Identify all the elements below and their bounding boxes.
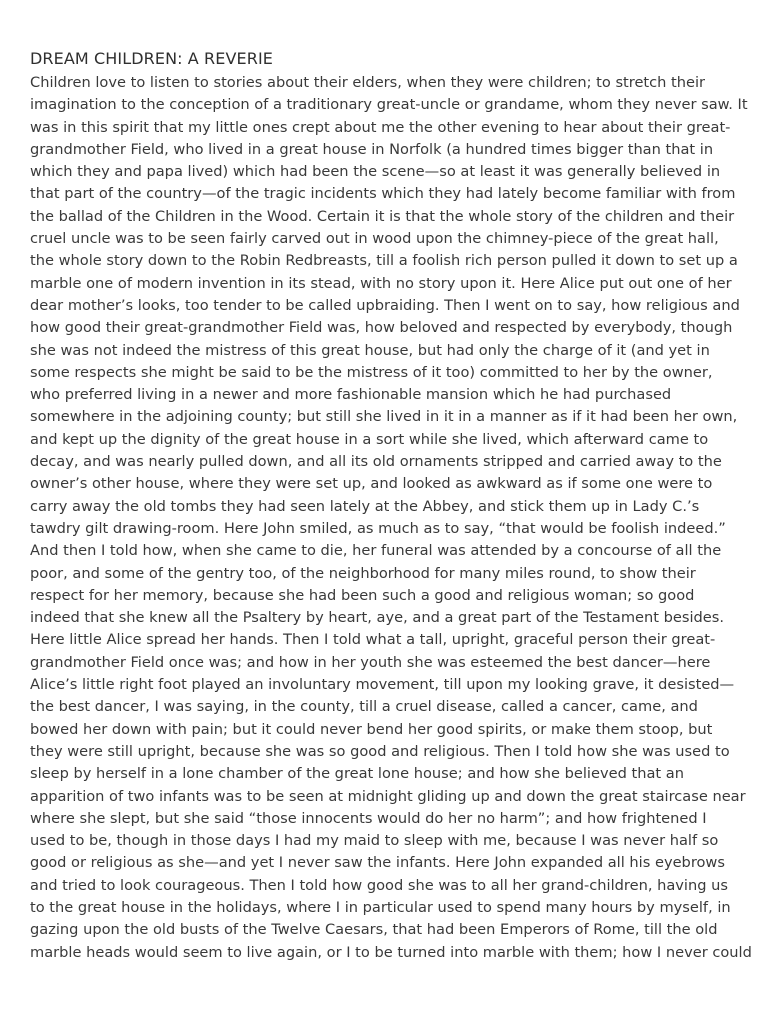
text-line: carry away the old tombs they had seen lately at the Abbey, and stick them up in Lady C.’s	[30, 497, 700, 515]
text-line: sleep by herself in a lone chamber of the great lone house; and how she believed that an	[30, 765, 684, 783]
text-line: some respects she might be said to be the mistress of it too) committed to her by the owner,	[30, 363, 713, 381]
text-line: was in this spirit that my little ones crept about me the other evening to hear about their great-	[30, 118, 731, 136]
text-line: imagination to the conception of a traditionary great-uncle or grandame, whom they never saw. It	[30, 96, 748, 114]
text-line: where she slept, but she said “those innocents would do her no harm”; and how frightened I	[30, 809, 707, 827]
text-line: how good their great-grandmother Field was, how beloved and respected by everybody, though	[30, 319, 733, 337]
text-line: poor, and some of the gentry too, of the neighborhood for many miles round, to show their	[30, 564, 696, 582]
text-line: indeed that she knew all the Psaltery by heart, aye, and a great part of the Testament besides.	[30, 609, 725, 627]
text-line: the best dancer, I was saying, in the county, till a cruel disease, called a cancer, came, and	[30, 698, 698, 716]
text-line: the whole story down to the Robin Redbreasts, till a foolish rich person pulled it down to set up a	[30, 252, 738, 270]
reader-page	[30, 48, 752, 964]
text-line: they were still upright, because she was so good and religious. Then I told how she was used to	[30, 742, 730, 760]
text-line: Here little Alice spread her hands. Then I told what a tall, upright, graceful person their great-	[30, 631, 716, 649]
text-line: and tried to look courageous. Then I told how good she was to all her grand-children, having us	[30, 876, 728, 894]
text-line: which they and papa lived) which had been the scene—so at least it was generally believed in	[30, 163, 721, 181]
text-line: used to be, though in those days I had my maid to sleep with me, because I was never half so	[30, 832, 719, 850]
text-line: she was not indeed the mistress of this great house, but had only the charge of it (and yet in	[30, 341, 710, 359]
text-line: and kept up the dignity of the great house in a sort while she lived, which afterward came to	[30, 430, 709, 448]
text-line: to the great house in the holidays, where I in particular used to spend many hours by myself, in	[30, 898, 731, 916]
text-line: marble one of modern invention in its stead, with no story upon it. Here Alice put out one of her	[30, 274, 732, 292]
text-line: owner’s other house, where they were set up, and looked as awkward as if some one were to	[30, 475, 713, 493]
text-line: good or religious as she—and yet I never saw the infants. Here John expanded all his eyebrows	[30, 854, 725, 872]
text-line: somewhere in the adjoining county; but still she lived in it in a manner as if it had been her own,	[30, 408, 738, 426]
text-line: cruel uncle was to be seen fairly carved out in wood upon the chimney-piece of the great hall,	[30, 230, 719, 248]
text-line: respect for her memory, because she had been such a good and religious woman; so good	[30, 586, 695, 604]
text-line: tawdry gilt drawing-room. Here John smiled, as much as to say, “that would be foolish indeed.”	[30, 519, 726, 537]
text-line: And then I told how, when she came to die, her funeral was attended by a concourse of all the	[30, 542, 722, 560]
text-line: apparition of two infants was to be seen at midnight gliding up and down the great staircase near	[30, 787, 746, 805]
page-title: DREAM CHILDREN: A REVERIE	[30, 49, 273, 68]
text-line: the ballad of the Children in the Wood. Certain it is that the whole story of the children and their	[30, 207, 735, 225]
text-line: who preferred living in a newer and more fashionable mansion which he had purchased	[30, 386, 672, 404]
text-line: dear mother’s looks, too tender to be called upbraiding. Then I went on to say, how religious and	[30, 296, 740, 314]
text-line: that part of the country—of the tragic incidents which they had lately become familiar with from	[30, 185, 736, 203]
text-line: Children love to listen to stories about their elders, when they were children; to stretch their	[30, 74, 706, 91]
text-line: decay, and was nearly pulled down, and all its old ornaments stripped and carried away to the	[30, 453, 722, 471]
text-line: gazing upon the old busts of the Twelve Caesars, that had been Emperors of Rome, till the old	[30, 921, 718, 939]
text-line: marble heads would seem to live again, or I to be turned into marble with them; how I never could	[30, 943, 752, 961]
text-line: bowed her down with pain; but it could never bend her good spirits, or make them stoop, but	[30, 720, 713, 738]
text-line: grandmother Field, who lived in a great house in Norfolk (a hundred times bigger than that in	[30, 140, 714, 158]
body-text	[30, 72, 752, 964]
text-line: Alice’s little right foot played an involuntary movement, till upon my looking grave, it desisted—	[30, 676, 735, 694]
text-line: grandmother Field once was; and how in her youth she was esteemed the best dancer—here	[30, 653, 711, 671]
